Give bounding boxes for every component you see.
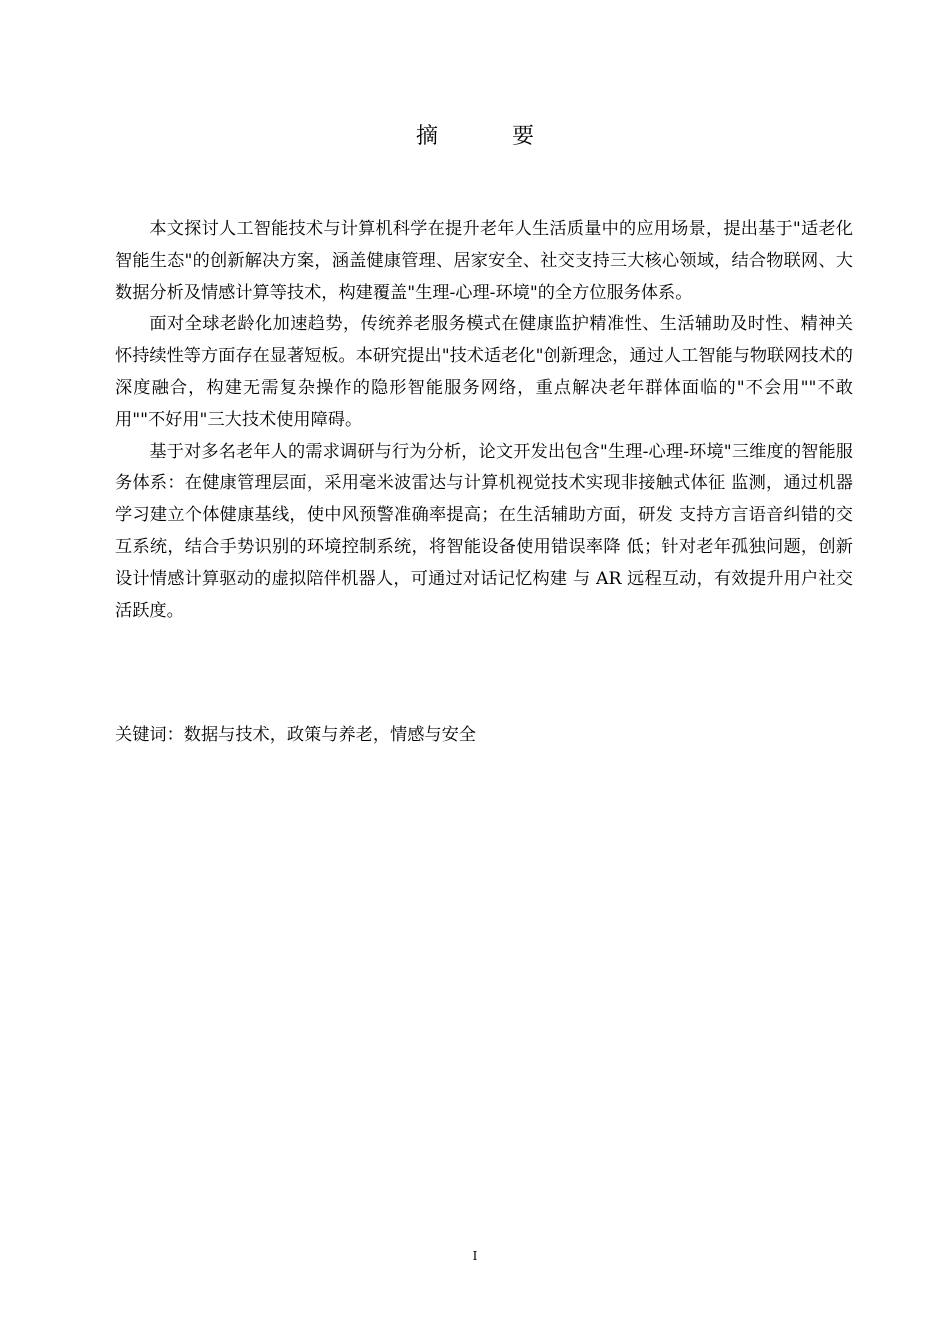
abstract-body bbox=[115, 214, 853, 627]
keywords-text: 数据与技术，政策与养老，情感与安全 bbox=[183, 725, 476, 745]
keywords-line bbox=[115, 720, 853, 750]
abstract-paragraph-1: 本文探讨人工智能技术与计算机科学在提升老年人生活质量中的应用场景，提出基于"适老化智能生态"的创新解决方案，涵盖健康管理、居家安全、社交支持三大核心领域，结合物联网、大数据分析及情感计算等技术，构建覆盖"生理-心理-环境"的全方位服务体系。 bbox=[115, 219, 853, 303]
abstract-paragraph-2: 面对全球老龄化加速趋势，传统养老服务模式在健康监护精准性、生活辅助及时性、精神关怀持续性等方面存在显著短板。本研究提出"技术适老化"创新理念，通过人工智能与物联网技术的深度融合，构建无需复杂操作的隐形智能服务网络，重点解决老年群体面临的"不会用""不敢用""不好用"三大技术使用障碍。 bbox=[115, 314, 853, 430]
page-number: I bbox=[472, 1249, 478, 1263]
abstract-paragraph-3: 基于对多名老年人的需求调研与行为分析，论文开发出包含"生理-心理-环境"三维度的智能服务体系：在健康管理层面，采用毫米波雷达与计算机视觉技术实现非接触式体征 监测，通过机器学习建立个体健康基线，使中风预警准确率提高；在生活辅助方面，研发 支持方言语音纠错的交互系统，结合手势识别的环境控制系统，将智能设备使用错误率降 低；针对老年孤独问题，创新设计情感计算驱动的虚拟陪伴机器人，可通过对话记忆构建 与 AR 远程互动，有效提升用户社交活跃度。 bbox=[115, 441, 853, 621]
keywords-label: 关键词： bbox=[115, 725, 184, 745]
page-title: 摘 要 bbox=[415, 124, 560, 149]
